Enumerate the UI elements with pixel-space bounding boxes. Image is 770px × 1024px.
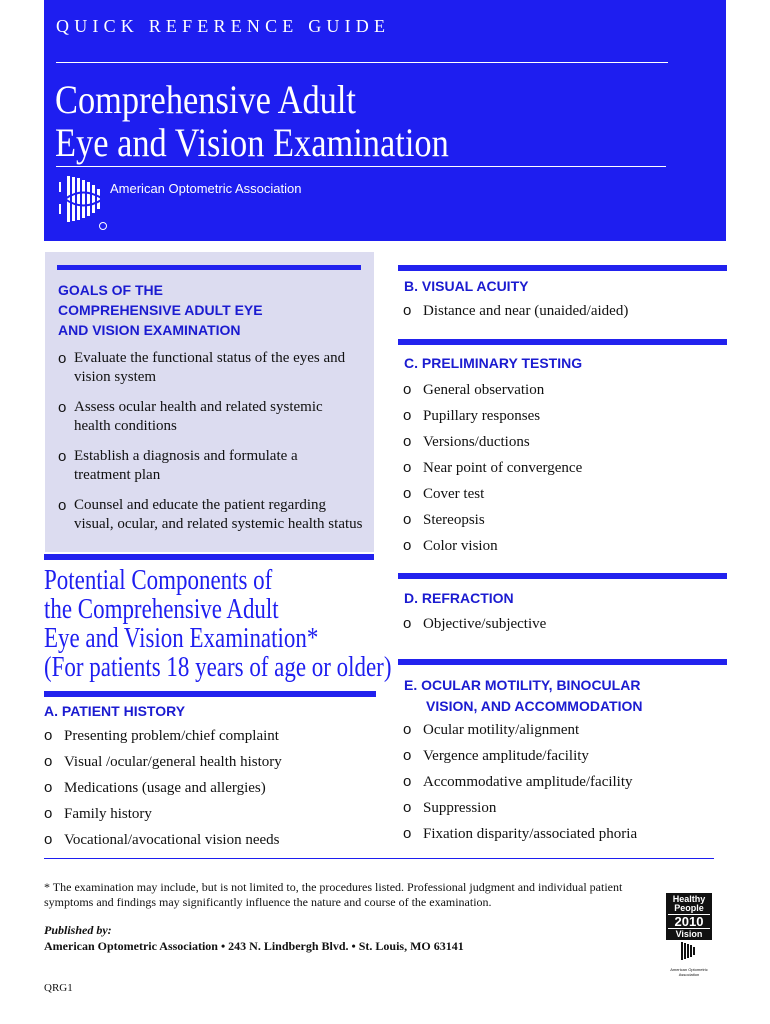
goals-top-bar [57, 265, 361, 270]
bullet: o [44, 753, 53, 770]
list-item [403, 406, 582, 432]
section-e-heading [404, 675, 642, 717]
document-title [55, 78, 449, 164]
section-e-bar [398, 659, 727, 665]
bullet: o [44, 805, 53, 822]
bullet: o [58, 448, 67, 465]
section-e-list [403, 720, 637, 850]
list-item [403, 798, 637, 824]
document-code: QRG1 [44, 982, 73, 994]
list-item [403, 432, 582, 458]
goal-text: health conditions [74, 418, 177, 434]
goal-text: visual, ocular, and related systemic health status [74, 516, 363, 532]
item-text: Suppression [423, 800, 497, 816]
bullet: o [403, 485, 412, 502]
goal-text: Evaluate the functional status of the eyes and [74, 350, 346, 366]
goal-text: Assess ocular health and related systemic [74, 399, 323, 415]
bullet: o [403, 537, 412, 554]
bullet: o [44, 779, 53, 796]
header-rule-bottom [56, 166, 666, 167]
section-a-heading: A. PATIENT HISTORY [44, 703, 186, 719]
item-text: Ocular motility/alignment [423, 722, 580, 738]
list-item [44, 804, 282, 830]
healthy-people-2010-logo [666, 893, 712, 977]
bullet: o [403, 799, 412, 816]
section-d-list [403, 614, 546, 634]
bullet: o [58, 350, 67, 367]
section-b-heading: B. VISUAL ACUITY [404, 278, 529, 294]
list-item [403, 510, 582, 536]
item-text: Color vision [423, 538, 498, 554]
section-b-bar [398, 265, 727, 271]
bullet: o [58, 399, 67, 416]
logo-text: Healthy [672, 894, 706, 904]
goals-heading-line: AND VISION EXAMINATION [58, 322, 241, 338]
bullet: o [44, 831, 53, 848]
logo-text: 2010 [668, 914, 710, 929]
logo-text: Vision [675, 929, 703, 939]
components-subtitle: (For patients 18 years of age or older) [44, 652, 392, 683]
bullet: o [403, 459, 412, 476]
item-text: Vergence amplitude/facility [423, 748, 589, 764]
bullet: o [58, 497, 67, 514]
list-item [403, 380, 582, 406]
components-title-line: Eye and Vision Examination* [44, 623, 319, 654]
section-c-heading: C. PRELIMINARY TESTING [404, 355, 583, 371]
section-c-bar [398, 339, 727, 345]
item-text: Versions/ductions [423, 434, 530, 450]
section-d-heading: D. REFRACTION [404, 590, 514, 606]
title-line-2: Eye and Vision Examination [55, 120, 449, 165]
footer-divider [44, 858, 714, 859]
bullet: o [403, 773, 412, 790]
bullet: o [403, 302, 412, 319]
publisher-address: American Optometric Association • 243 N. Lindbergh Blvd. • St. Louis, MO 63141 [44, 939, 464, 953]
item-text: Presenting problem/chief complaint [64, 728, 279, 744]
bullet: o [403, 825, 412, 842]
title-line-1: Comprehensive Adult [55, 77, 356, 122]
item-text: Fixation disparity/associated phoria [423, 826, 638, 842]
org-name: American Optometric Association [110, 181, 302, 196]
item-text: Family history [64, 806, 152, 822]
item-text: Distance and near (unaided/aided) [423, 303, 629, 319]
item-text: Objective/subjective [423, 616, 547, 632]
list-item [403, 720, 637, 746]
list-item [44, 778, 282, 804]
bullet: o [403, 747, 412, 764]
list-item [403, 301, 628, 321]
bullet: o [403, 407, 412, 424]
section-a-list [44, 726, 282, 856]
item-text: Stereopsis [423, 512, 485, 528]
section-b-list [403, 301, 628, 321]
list-item [44, 752, 282, 778]
bullet: o [44, 727, 53, 744]
logo-caption: American Optometric Association [670, 967, 708, 977]
section-d-bar [398, 573, 727, 579]
bullet: o [403, 433, 412, 450]
list-item [403, 458, 582, 484]
list-item [44, 830, 282, 856]
item-text: Pupillary responses [423, 408, 541, 424]
bullet: o [403, 511, 412, 528]
section-e-heading-line: E. OCULAR MOTILITY, BINOCULAR [404, 677, 641, 693]
item-text: Accommodative amplitude/facility [423, 774, 633, 790]
components-title [44, 566, 391, 682]
components-title-line: Potential Components of [44, 565, 273, 596]
item-text: Visual /ocular/general health history [64, 754, 282, 770]
goal-text: Counsel and educate the patient regarding [74, 497, 326, 513]
section-a-bar [44, 691, 376, 697]
goals-heading-line: GOALS OF THE [58, 282, 163, 298]
section-e-heading-line: VISION, AND ACCOMMODATION [426, 698, 643, 714]
goals-bottom-bar [44, 554, 374, 560]
goal-text: Establish a diagnosis and formulate a [74, 448, 298, 464]
goals-heading-line: COMPREHENSIVE ADULT EYE [58, 302, 263, 318]
list-item [403, 746, 637, 772]
bullet: o [403, 381, 412, 398]
header-rule-top [56, 62, 668, 63]
footnote: * The examination may include, but is not limited to, the procedures listed. Professional judgment and individual patient symptoms and findings may significantly influence the nature and course of the examination. [44, 880, 623, 909]
goal-text: treatment plan [74, 467, 161, 483]
item-text: Vocational/avocational vision needs [64, 832, 280, 848]
bullet: o [403, 721, 412, 738]
components-title-line: the Comprehensive Adult [44, 594, 279, 625]
list-item [403, 772, 637, 798]
aoa-logo-icon [59, 176, 109, 232]
item-text: Cover test [423, 486, 485, 502]
list-item [403, 824, 637, 850]
mini-aoa-logo-icon [666, 940, 712, 962]
list-item [44, 726, 282, 752]
published-label: Published by: [44, 923, 112, 937]
logo-text: People [674, 903, 704, 913]
section-c-list [403, 380, 582, 562]
item-text: Near point of convergence [423, 460, 583, 476]
list-item [403, 536, 582, 562]
guide-label: QUICK REFERENCE GUIDE [56, 16, 391, 36]
bullet: o [403, 615, 412, 632]
list-item [403, 484, 582, 510]
goal-text: vision system [74, 369, 157, 385]
list-item [403, 614, 546, 634]
goals-heading [58, 280, 263, 340]
item-text: Medications (usage and allergies) [64, 780, 266, 796]
item-text: General observation [423, 382, 545, 398]
